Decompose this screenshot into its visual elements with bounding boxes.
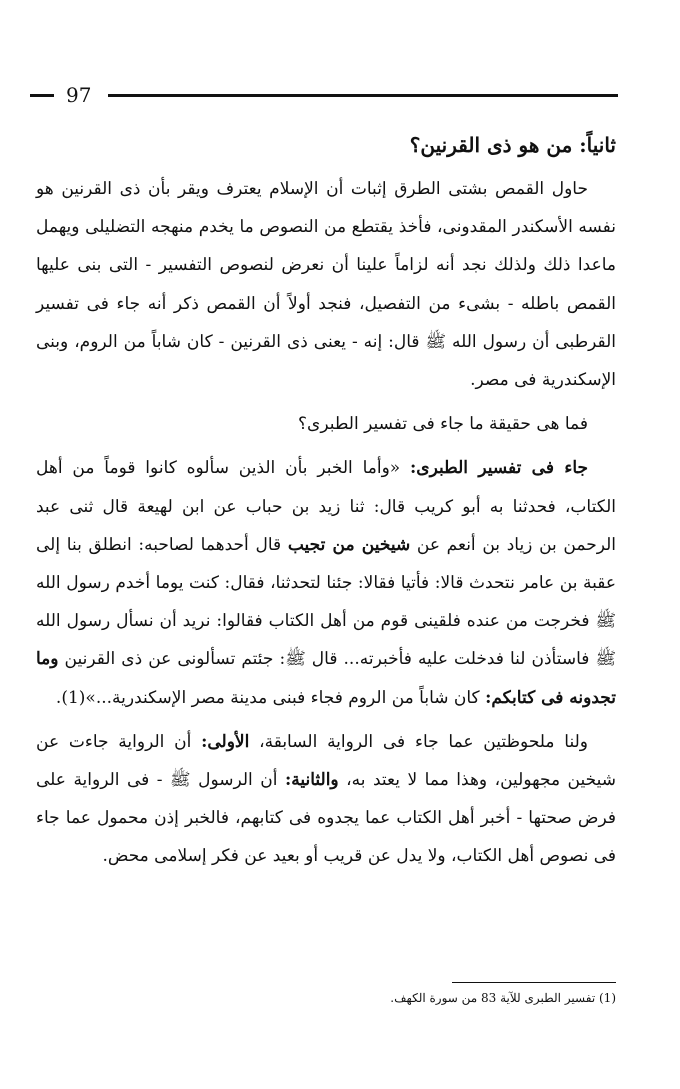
paragraph-4-text-1: ولنا ملحوظتين عما جاء فى الرواية السابقة،	[249, 731, 588, 752]
paragraph-3-lead: جاء فى تفسير الطبرى:	[410, 458, 589, 479]
page-header	[30, 84, 618, 106]
paragraph-3-text-1: «وأما الخبر بأن الذين سألوه كانوا قوماً من أهل الكتاب، فحدثنا به أبو كريب قال: ثنا زيد بن حباب عن ابن لهيعة قال ثنى عبد الرحمن بن زياد بن أنعم عن	[36, 458, 616, 555]
footnote-divider	[452, 982, 616, 983]
paragraph-4-bold-2: والثانية:	[284, 770, 339, 791]
paragraph-3-text-2: قال أحدهما لصاحبه: انطلق بنا إلى عقبة بن عامر نتحدث قالا: فأتيا فقالا: جئنا لتحدثنا، فقال: كنت يوما أخدم رسول الله ﷺ فخرجت من عنده فلقينى قوم من أهل الكتاب فقالوا: نريد أن نسأل رسول الله ﷺ فاستأذن لنا فدخلت عليه فأخبرته... قال ﷺ: جئتم تسألونى عن ذى القرنين	[36, 534, 616, 670]
page-number: 97	[66, 83, 92, 107]
paragraph-4-text-3: أن الرسول ﷺ - فى الرواية على فرض صحتها - أخبر أهل الكتاب عما يجدوه فى كتابهم، فالخبر إذن محمول عما جاء فى نصوص أهل الكتاب، ولا يدل عن قريب أو بعيد عن فكر إسلامى محض.	[36, 770, 616, 867]
paragraph-4	[36, 723, 616, 876]
paragraph-2: فما هى حقيقة ما جاء فى تفسير الطبرى؟	[297, 414, 588, 435]
header-rule-long	[108, 94, 618, 97]
paragraph-3-text-3: كان شاباً من الروم فجاء فبنى مدينة مصر الإسكندرية...»(1).	[55, 687, 486, 708]
paragraph-4-bold-1: الأولى:	[201, 731, 250, 752]
section-heading: ثانياً: من هو ذى القرنين؟	[409, 133, 616, 157]
paragraph-1: حاول القمص بشتى الطرق إثبات أن الإسلام يعترف ويقر بأن ذى القرنين هو نفسه الأسكندر المقدونى، فأخذ يقتطع من النصوص ما يخدم منهجه التضليلى ويهمل ماعدا ذلك ولذلك نجد أنه لزاماً علينا أن نعرض لنصوص التفسير - التى بنى عليها القمص باطله - بشىء من التفصيل، فنجد أولاً أن القمص ذكر أنه جاء فى تفسير القرطبى أن رسول الله ﷺ قال: إنه - يعنى ذى القرنين - كان شاباً من الروم، وبنى الإسكندرية فى مصر.	[36, 179, 616, 391]
paragraph-3-bold-1: شيخين من تجيب	[287, 534, 411, 555]
paragraph-4-text-2: أن الرواية جاءت عن شيخين مجهولين، وهذا مما لا يعتد به،	[36, 731, 616, 791]
paragraph-3-bold-2: وما تجدونه فى كتابكم:	[36, 649, 616, 708]
page-body	[36, 124, 616, 876]
header-rule-short	[30, 94, 54, 97]
paragraph-3	[36, 449, 616, 716]
footnote: (1) تفسير الطبرى للآية 83 من سورة الكهف.	[390, 991, 616, 1005]
